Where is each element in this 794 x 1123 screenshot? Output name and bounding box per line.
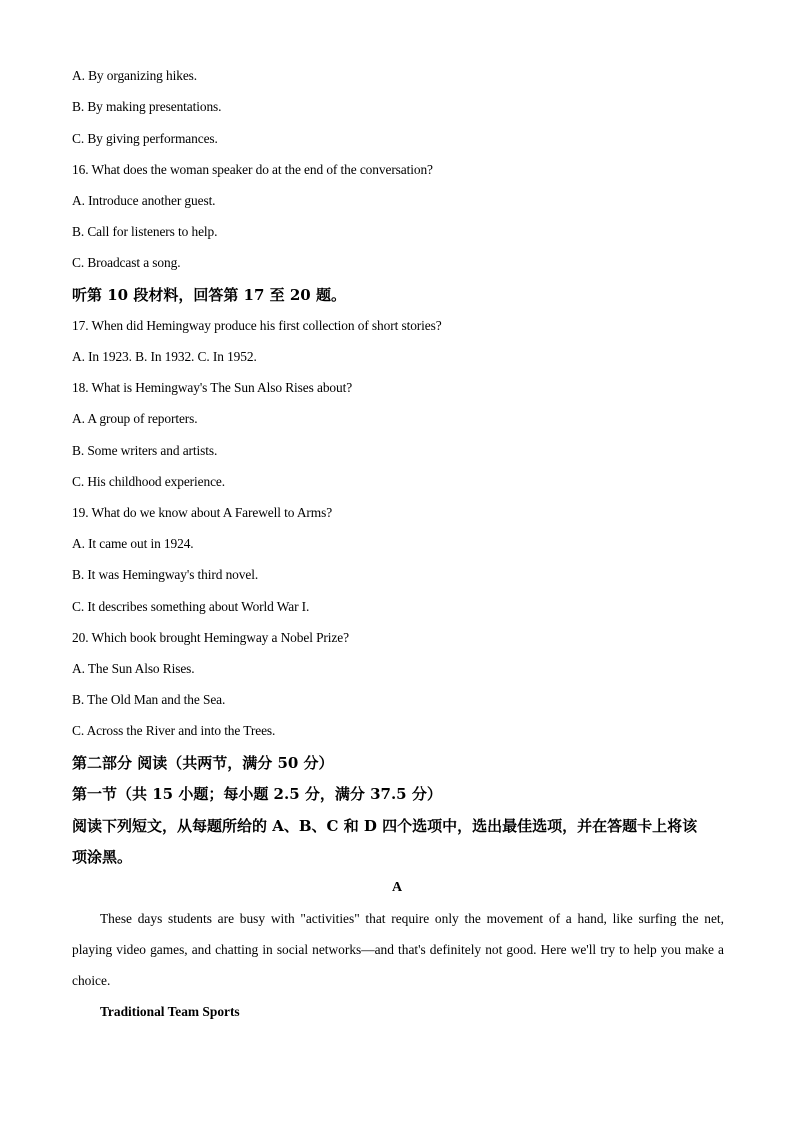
option-18-b: B. Some writers and artists. [72, 443, 218, 458]
listening-section-10-heading: 听第 10 段材料，回答第 17 至 20 题。 [72, 286, 346, 304]
question-16: 16. What does the woman speaker do at the end of the conversation? [72, 162, 433, 177]
question-19: 19. What do we know about A Farewell to Arms? [72, 505, 333, 520]
option-15-a: A. By organizing hikes. [72, 68, 198, 83]
option-18-a: A. A group of reporters. [72, 411, 198, 426]
reading-instructions-line-2: 项涂黑。 [72, 848, 133, 866]
option-20-b: B. The Old Man and the Sea. [72, 692, 226, 707]
question-18: 18. What is Hemingway's The Sun Also Rises about? [72, 380, 353, 395]
option-15-c: C. By giving performances. [72, 131, 218, 146]
passage-subheading: Traditional Team Sports [100, 1004, 240, 1019]
option-15-b: B. By making presentations. [72, 99, 222, 114]
question-20: 20. Which book brought Hemingway a Nobel Prize? [72, 630, 349, 645]
passage-paragraph: These days students are busy with "activities" that require only the movement of a hand, like surfing the net, playing video games, and chatting in social networks—and that's definitely not good. Here we'll try to help you make a choice. [72, 911, 724, 988]
option-19-b: B. It was Hemingway's third novel. [72, 567, 259, 582]
question-17: 17. When did Hemingway produce his first collection of short stories? [72, 318, 442, 333]
option-16-a: A. Introduce another guest. [72, 193, 216, 208]
part-two-title: 第二部分 阅读（共两节，满分 50 分） [72, 754, 334, 772]
subsection-one-title: 第一节（共 15 小题；每小题 2.5 分，满分 37.5 分） [72, 785, 442, 803]
reading-instructions-line-1: 阅读下列短文，从每题所给的 A、B、C 和 D 四个选项中，选出最佳选项，并在答题卡上将该 [72, 817, 698, 835]
option-20-a: A. The Sun Also Rises. [72, 661, 195, 676]
option-18-c: C. His childhood experience. [72, 474, 226, 489]
options-17: A. In 1923. B. In 1932. C. In 1952. [72, 349, 257, 364]
option-16-b: B. Call for listeners to help. [72, 224, 218, 239]
option-16-c: C. Broadcast a song. [72, 255, 181, 270]
option-20-c: C. Across the River and into the Trees. [72, 723, 276, 738]
option-19-a: A. It came out in 1924. [72, 536, 194, 551]
passage-label: A [391, 880, 403, 895]
option-19-c: C. It describes something about World War I. [72, 599, 310, 614]
